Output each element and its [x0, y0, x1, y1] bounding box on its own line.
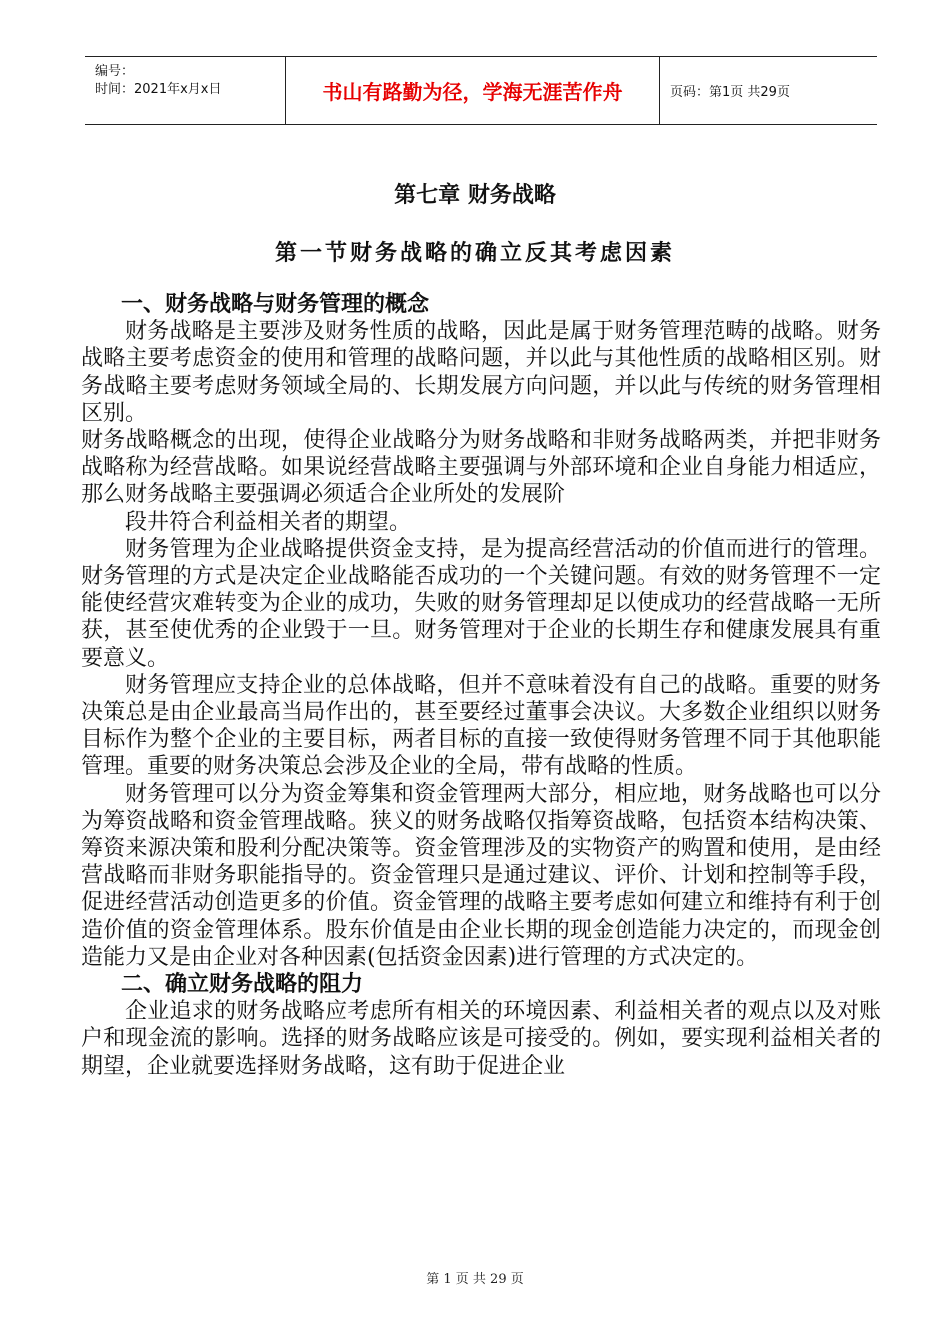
number-label: 编号： — [95, 64, 135, 79]
paragraph: 财务管理为企业战略提供资金支持，是为提高经营活动的价值而进行的管理。财务管理的方式是决定企业战略能否成功的一个关键问题。有效的财务管理不一定能使经营灾难转变为企业的成功，失败的财务管理却足以使成功的经营战略一无所获，甚至使优秀的企业毁于一旦。财务管理对于企业的长期生存和健康发展具有重要意义。 — [81, 536, 881, 671]
header-motto: 书山有路勤为径，学海无涯苦作舟 — [285, 57, 660, 124]
time-label: 时间：2021年x月x日 — [95, 82, 222, 97]
paragraph: 企业追求的财务战略应考虑所有相关的环境因素、利益相关者的观点以及对账户和现金流的影响。选择的财务战略应该是可接受的。例如，要实现利益相关者的期望，企业就要选择财务战略，这有助于促进企业 — [81, 999, 881, 1079]
paragraph: 段井符合利益相关者的期望。 — [125, 509, 412, 535]
header-meta-cell — [85, 57, 285, 124]
document-body — [81, 291, 881, 1080]
paragraph: 财务管理可以分为资金筹集和资金管理两大部分，相应地，财务战略也可以分为筹资战略和资金管理战略。狭义的财务战略仅指筹资战略，包括资本结构决策、筹资来源决策和股利分配决策等。资金管理涉及的实物资产的购置和使用，是由经营战略而非财务职能指导的。资金管理只是通过建议、评价、计划和控制等手段，促进经营活动创造更多的价值。资金管理的战略主要考虑如何建立和维持有利于创造价值的资金管理体系。股东价值是由企业长期的现金创造能力决定的，而现金创造能力又是由企业对各种因素(包括资金因素)进行管理的方式决定的。 — [81, 781, 881, 970]
paragraph: 财务战略是主要涉及财务性质的战略，因此是属于财务管理范畴的战略。财务战略主要考虑资金的使用和管理的战略问题，并以此与其他性质的战略相区别。财务战略主要考虑财务领域全局的、长期发展方向问题，并以此与传统的财务管理相区别。 — [81, 319, 881, 426]
header-page-info: 页码：第1页 共29页 — [670, 85, 790, 100]
heading-resistance: 二、确立财务战略的阻力 — [121, 972, 364, 998]
section-title: 第一节财务战略的确立反其考虑因素 — [274, 241, 675, 266]
chapter-title: 第七章 财务战略 — [394, 183, 556, 208]
heading-concepts: 一、财务战略与财务管理的概念 — [121, 292, 430, 317]
page-footer: 第 1 页 共 29 页 — [426, 1272, 524, 1287]
document-header — [85, 56, 877, 125]
paragraph: 财务战略概念的出现，使得企业战略分为财务战略和非财务战略两类，并把非财务战略称为经营战略。如果说经营战略主要强调与外部环境和企业自身能力相适应，那么财务战略主要强调必须适合企业所处的发展阶 — [81, 428, 881, 508]
paragraph: 财务管理应支持企业的总体战略，但并不意味着没有自己的战略。重要的财务决策总是由企业最高当局作出的，甚至要经过董事会决议。大多数企业组织以财务目标作为整个企业的主要目标，两者目标的直接一致使得财务管理不同于其他职能管理。重要的财务决策总会涉及企业的全局，带有战略的性质。 — [81, 672, 881, 780]
